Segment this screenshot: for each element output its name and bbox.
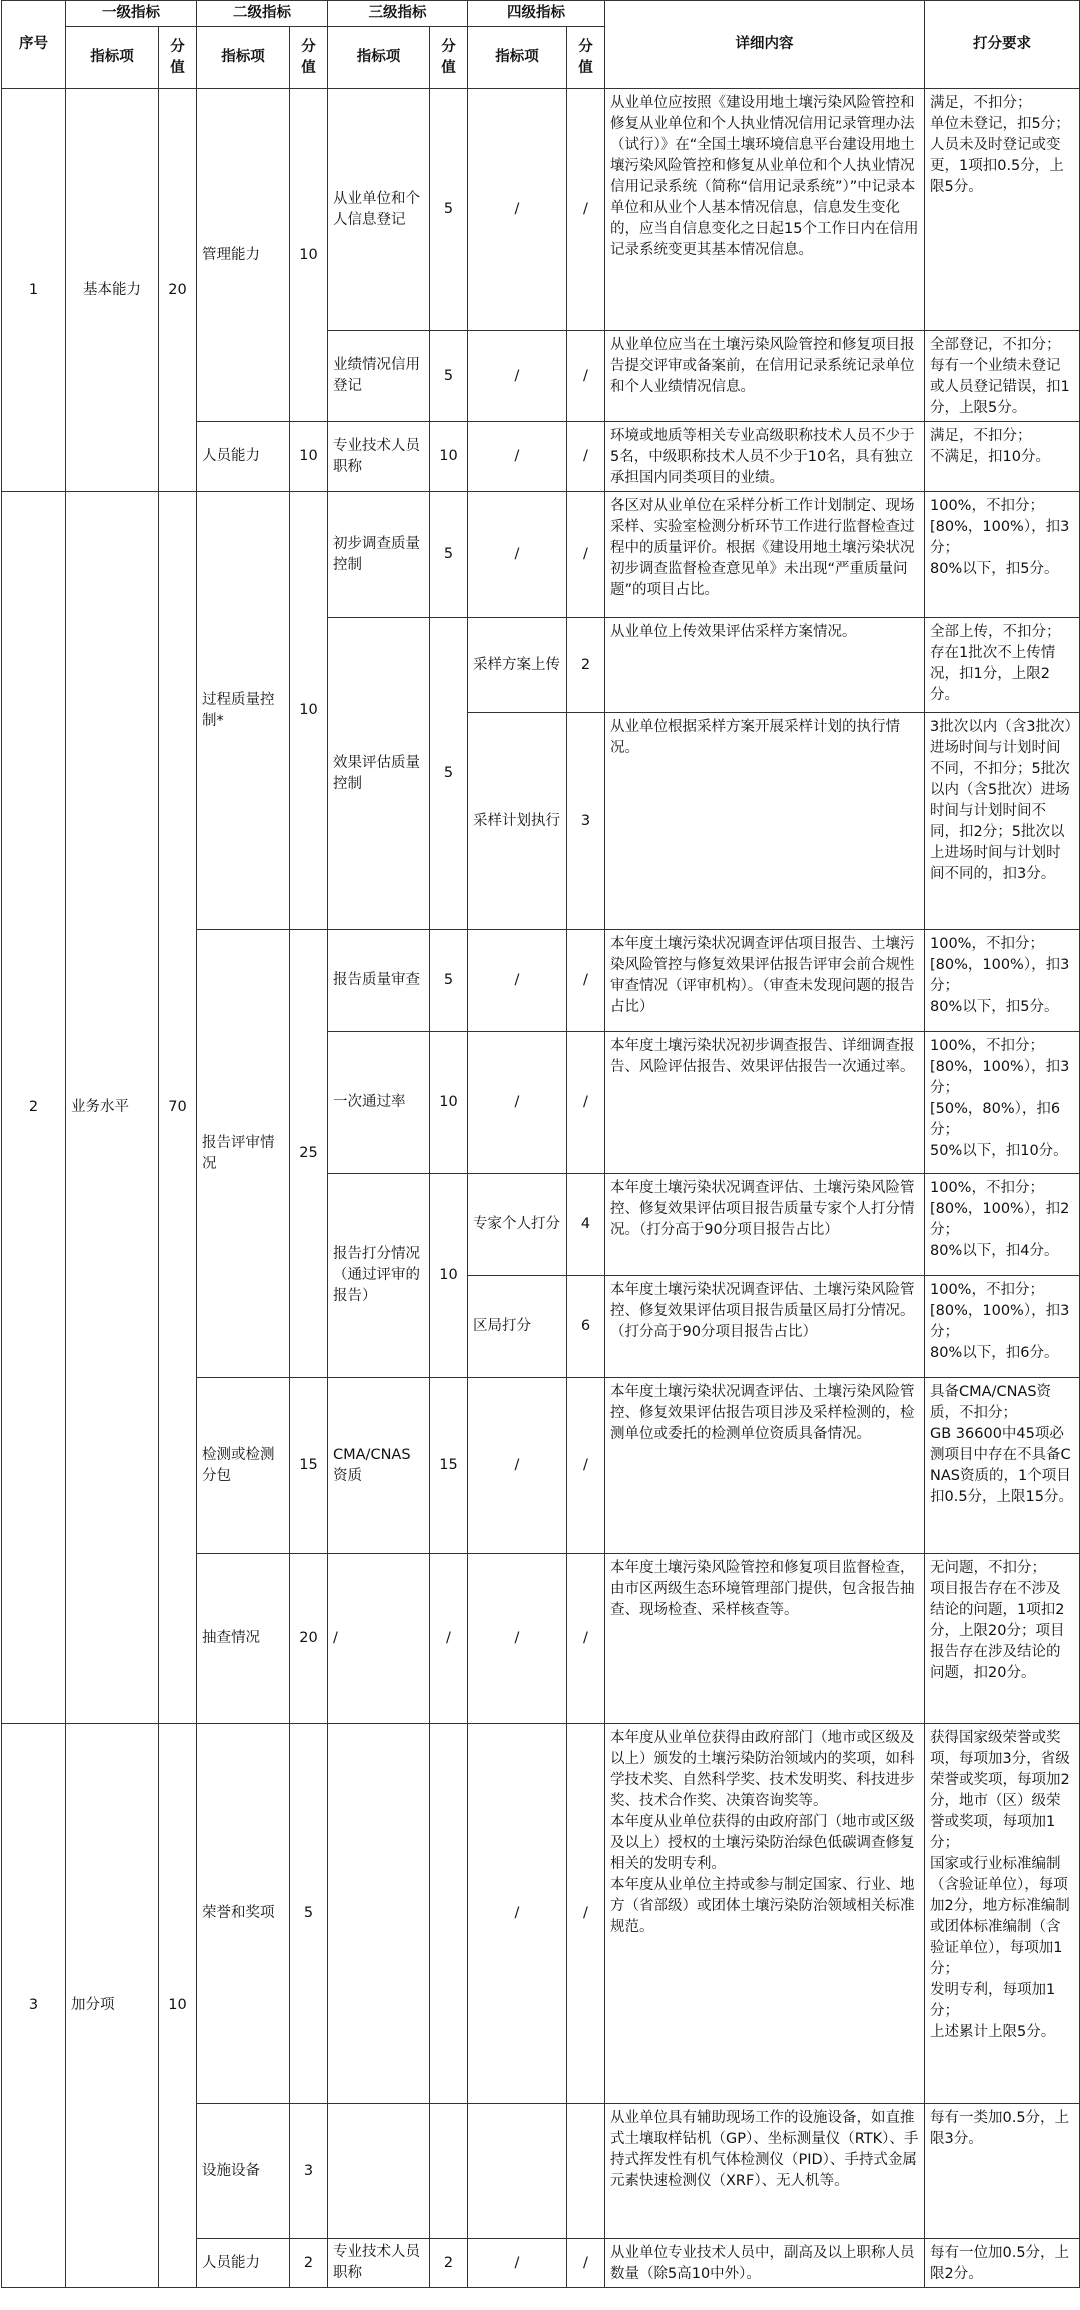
honor-detail-patents: 本年度从业单位获得的由政府部门（地市或区级及以上）授权的土壤污染防治绿色低碳调查修复相关的发明专利。 bbox=[610, 1814, 915, 1872]
level4-item: 采样方案上传 bbox=[468, 618, 567, 713]
level4-score: / bbox=[567, 930, 605, 1032]
level2-item: 抽查情况 bbox=[197, 1554, 290, 1724]
level4-item bbox=[468, 2104, 567, 2239]
level3-item: / bbox=[328, 1554, 430, 1724]
level3-score: 10 bbox=[430, 422, 468, 492]
header-score: 分值 bbox=[430, 27, 468, 89]
level3-score: 5 bbox=[430, 331, 468, 422]
detail-cell: 本年度土壤污染状况调查评估项目报告、土壤污染风险管控与修复效果评估报告评审会前合规性审查情况（评审机构）。（审查未发现问题的报告占比） bbox=[605, 930, 925, 1032]
level2-item: 人员能力 bbox=[197, 422, 290, 492]
header-score: 分值 bbox=[159, 27, 197, 89]
level3-score bbox=[430, 1724, 468, 2104]
header-level3: 三级指标 bbox=[328, 1, 468, 27]
level4-item: / bbox=[468, 492, 567, 618]
level3-score: 2 bbox=[430, 2239, 468, 2288]
level4-item: 区局打分 bbox=[468, 1276, 567, 1378]
level3-score: 5 bbox=[430, 89, 468, 331]
level3-score: 10 bbox=[430, 1032, 468, 1174]
level3-score: / bbox=[430, 1554, 468, 1724]
level2-item: 检测或检测分包 bbox=[197, 1378, 290, 1554]
detail-cell: 从业单位应按照《建设用地土壤污染风险管控和修复从业单位和个人执业情况信用记录管理办法（试行）》在“全国土壤环境信息平台建设用地土壤污染风险管控和修复从业单位和个人执业情况信用记录系统（简称“信用记录系统”）”中记录本单位和从业个人基本情况信息，信息发生变化的，应当自信息变化之日起15个工作日内在信用记录系统变更其基本情况信息。 bbox=[605, 89, 925, 331]
level2-score: 10 bbox=[290, 89, 328, 422]
detail-cell: 环境或地质等相关专业高级职称技术人员不少于5名，中级职称技术人员不少于10名，具有独立承担国内同类项目的业绩。 bbox=[605, 422, 925, 492]
scoring-cell: 全部登记，不扣分；每有一个业绩未登记或人员登记错误，扣1分，上限5分。 bbox=[925, 331, 1080, 422]
level3-score bbox=[430, 2104, 468, 2239]
level1-score: 20 bbox=[159, 89, 197, 492]
scoring-cell: 每有一类加0.5分，上限3分。 bbox=[925, 2104, 1080, 2239]
level2-item: 人员能力 bbox=[197, 2239, 290, 2288]
level4-item: / bbox=[468, 1032, 567, 1174]
level3-score: 15 bbox=[430, 1378, 468, 1554]
level3-item: CMA/CNAS资质 bbox=[328, 1378, 430, 1554]
detail-cell: 本年度土壤污染状况调查评估、土壤污染风险管控、修复效果评估项目报告质量专家个人打分情况。（打分高于90分项目报告占比） bbox=[605, 1174, 925, 1276]
level4-score: / bbox=[567, 2239, 605, 2288]
seq-cell: 1 bbox=[2, 89, 66, 492]
level3-item: 初步调查质量控制 bbox=[328, 492, 430, 618]
honor-detail-awards: 本年度从业单位获得由政府部门（地市或区级及以上）颁发的土壤污染防治领域内的奖项，如科学技术奖、自然科学奖、技术发明奖、科技进步奖、技术合作奖、决策咨询奖等。 bbox=[610, 1730, 915, 1809]
table-row bbox=[2, 89, 1080, 331]
level4-item: / bbox=[468, 2239, 567, 2288]
level1-score: 70 bbox=[159, 492, 197, 1724]
level4-score: / bbox=[567, 89, 605, 331]
detail-cell: 从业单位根据采样方案开展采样计划的执行情况。 bbox=[605, 713, 925, 930]
scoring-cell: 全部上传，不扣分；存在1批次不上传情况，扣1分，上限2分。 bbox=[925, 618, 1080, 713]
detail-cell: 从业单位上传效果评估采样方案情况。 bbox=[605, 618, 925, 713]
level2-score: 5 bbox=[290, 1724, 328, 2104]
level3-item: 报告打分情况（通过评审的报告） bbox=[328, 1174, 430, 1378]
header-level1: 一级指标 bbox=[66, 1, 197, 27]
detail-cell: 从业单位专业技术人员中，副高及以上职称人员数量（除5高10中外）。 bbox=[605, 2239, 925, 2288]
level2-item: 报告评审情况 bbox=[197, 930, 290, 1378]
seq-cell: 3 bbox=[2, 1724, 66, 2288]
level4-item: / bbox=[468, 1724, 567, 2104]
level4-score: / bbox=[567, 1378, 605, 1554]
level4-item: / bbox=[468, 422, 567, 492]
level2-item: 管理能力 bbox=[197, 89, 290, 422]
level3-score: 10 bbox=[430, 1174, 468, 1378]
scoring-cell: 100%，不扣分； [80%，100%），扣3分； 80%以下，扣6分。 bbox=[925, 1276, 1080, 1378]
level3-score: 5 bbox=[430, 930, 468, 1032]
level4-score: / bbox=[567, 422, 605, 492]
level2-score: 20 bbox=[290, 1554, 328, 1724]
scoring-cell: 满足，不扣分； 不满足，扣10分。 bbox=[925, 422, 1080, 492]
scoring-cell: 3批次以内（含3批次）进场时间与计划时间不同，不扣分；5批次以内（含5批次）进场时间与计划时间不同，扣2分；5批次以上进场时间与计划时间不同的，扣3分。 bbox=[925, 713, 1080, 930]
header-detail: 详细内容 bbox=[605, 1, 925, 89]
level1-item: 加分项 bbox=[66, 1724, 159, 2288]
level1-score: 10 bbox=[159, 1724, 197, 2288]
evaluation-table bbox=[1, 0, 1080, 2288]
level4-item: / bbox=[468, 1378, 567, 1554]
level3-item: 效果评估质量控制 bbox=[328, 618, 430, 930]
level4-score bbox=[567, 2104, 605, 2239]
level4-score: 4 bbox=[567, 1174, 605, 1276]
level4-item: 采样计划执行 bbox=[468, 713, 567, 930]
level1-item: 业务水平 bbox=[66, 492, 159, 1724]
level4-item: / bbox=[468, 930, 567, 1032]
level4-item: / bbox=[468, 89, 567, 331]
level3-item bbox=[328, 2104, 430, 2239]
detail-cell: 从业单位具有辅助现场工作的设施设备，如直推式土壤取样钻机（GP）、坐标测量仪（RTK）、手持式挥发性有机气体检测仪（PID）、手持式金属元素快速检测仪（XRF）、无人机等。 bbox=[605, 2104, 925, 2239]
detail-cell bbox=[605, 1724, 925, 2104]
scoring-cell: 100%，不扣分； [80%，100%），扣3分； 80%以下，扣5分。 bbox=[925, 492, 1080, 618]
level3-score: 5 bbox=[430, 492, 468, 618]
level4-score: / bbox=[567, 492, 605, 618]
level4-item: 专家个人打分 bbox=[468, 1174, 567, 1276]
level3-item: 从业单位和个人信息登记 bbox=[328, 89, 430, 331]
detail-cell: 本年度土壤污染状况调查评估、土壤污染风险管控、修复效果评估项目报告质量区局打分情况。（打分高于90分项目报告占比） bbox=[605, 1276, 925, 1378]
level4-score: / bbox=[567, 331, 605, 422]
level3-item: 一次通过率 bbox=[328, 1032, 430, 1174]
header-level4: 四级指标 bbox=[468, 1, 605, 27]
level2-score: 15 bbox=[290, 1378, 328, 1554]
detail-cell: 本年度土壤污染状况调查评估、土壤污染风险管控、修复效果评估报告项目涉及采样检测的，检测单位或委托的检测单位资质具备情况。 bbox=[605, 1378, 925, 1554]
detail-cell: 本年度土壤污染状况初步调查报告、详细调查报告、风险评估报告、效果评估报告一次通过率。 bbox=[605, 1032, 925, 1174]
level4-score: / bbox=[567, 1554, 605, 1724]
level4-score: / bbox=[567, 1032, 605, 1174]
scoring-cell: 100%，不扣分； [80%，100%），扣3分； 80%以下，扣5分。 bbox=[925, 930, 1080, 1032]
level3-item: 专业技术人员职称 bbox=[328, 422, 430, 492]
detail-cell: 从业单位应当在土壤污染风险管控和修复项目报告提交评审或备案前，在信用记录系统记录单位和个人业绩情况信息。 bbox=[605, 331, 925, 422]
scoring-cell: 具备CMA/CNAS资质，不扣分； GB 36600中45项必测项目中存在不具备CNAS资质的，1个项目扣0.5分，上限15分。 bbox=[925, 1378, 1080, 1554]
level2-score: 10 bbox=[290, 492, 328, 930]
header-seq: 序号 bbox=[2, 1, 66, 89]
honor-detail-standards: 本年度从业单位主持或参与制定国家、行业、地方（省部级）或团体土壤污染防治领域相关标准规范。 bbox=[610, 1877, 915, 1935]
header-item: 指标项 bbox=[468, 27, 567, 89]
scoring-cell: 100%，不扣分； [80%，100%），扣3分； [50%，80%），扣6分； 50%以下，扣10分。 bbox=[925, 1032, 1080, 1174]
level2-item: 荣誉和奖项 bbox=[197, 1724, 290, 2104]
level4-score: 3 bbox=[567, 713, 605, 930]
header-scoring: 打分要求 bbox=[925, 1, 1080, 89]
level3-item: 报告质量审查 bbox=[328, 930, 430, 1032]
level4-score: / bbox=[567, 1724, 605, 2104]
level2-score: 3 bbox=[290, 2104, 328, 2239]
detail-cell: 各区对从业单位在采样分析工作计划制定、现场采样、实验室检测分析环节工作进行监督检查过程中的质量评价。根据《建设用地土壤污染状况初步调查监督检查意见单》未出现“严重质量问题”的项目占比。 bbox=[605, 492, 925, 618]
level3-item bbox=[328, 1724, 430, 2104]
level2-item: 设施设备 bbox=[197, 2104, 290, 2239]
level2-score: 2 bbox=[290, 2239, 328, 2288]
level3-item: 专业技术人员职称 bbox=[328, 2239, 430, 2288]
header-level2: 二级指标 bbox=[197, 1, 328, 27]
level2-score: 25 bbox=[290, 930, 328, 1378]
level4-score: 6 bbox=[567, 1276, 605, 1378]
scoring-cell: 满足，不扣分； 单位未登记，扣5分； 人员未及时登记或变更，1项扣0.5分，上限5分。 bbox=[925, 89, 1080, 331]
level4-item: / bbox=[468, 1554, 567, 1724]
table-row bbox=[2, 492, 1080, 618]
scoring-cell: 无问题，不扣分； 项目报告存在不涉及结论的问题，1项扣2分，上限20分；项目报告存在涉及结论的问题，扣20分。 bbox=[925, 1554, 1080, 1724]
level4-score: 2 bbox=[567, 618, 605, 713]
header-score: 分值 bbox=[567, 27, 605, 89]
level3-score: 5 bbox=[430, 618, 468, 930]
table-row bbox=[2, 1724, 1080, 2104]
level2-score: 10 bbox=[290, 422, 328, 492]
level3-item: 业绩情况信用登记 bbox=[328, 331, 430, 422]
seq-cell: 2 bbox=[2, 492, 66, 1724]
level4-item: / bbox=[468, 331, 567, 422]
level2-item: 过程质量控制* bbox=[197, 492, 290, 930]
header-item: 指标项 bbox=[66, 27, 159, 89]
header-item: 指标项 bbox=[328, 27, 430, 89]
level1-item: 基本能力 bbox=[66, 89, 159, 492]
header-item: 指标项 bbox=[197, 27, 290, 89]
scoring-cell: 每有一位加0.5分，上限2分。 bbox=[925, 2239, 1080, 2288]
header-score: 分值 bbox=[290, 27, 328, 89]
scoring-cell: 获得国家级荣誉或奖项，每项加3分，省级荣誉或奖项，每项加2分，地市（区）级荣誉或奖项，每项加1分； 国家或行业标准编制（含验证单位），每项加2分，地方标准编制或团体标准编制（含验证单位），每项加1分； 发明专利，每项加1分； 上述累计上限5分。 bbox=[925, 1724, 1080, 2104]
detail-cell: 本年度土壤污染风险管控和修复项目监督检查，由市区两级生态环境管理部门提供，包含报告抽查、现场检查、采样核查等。 bbox=[605, 1554, 925, 1724]
scoring-cell: 100%，不扣分； [80%，100%），扣2分； 80%以下，扣4分。 bbox=[925, 1174, 1080, 1276]
